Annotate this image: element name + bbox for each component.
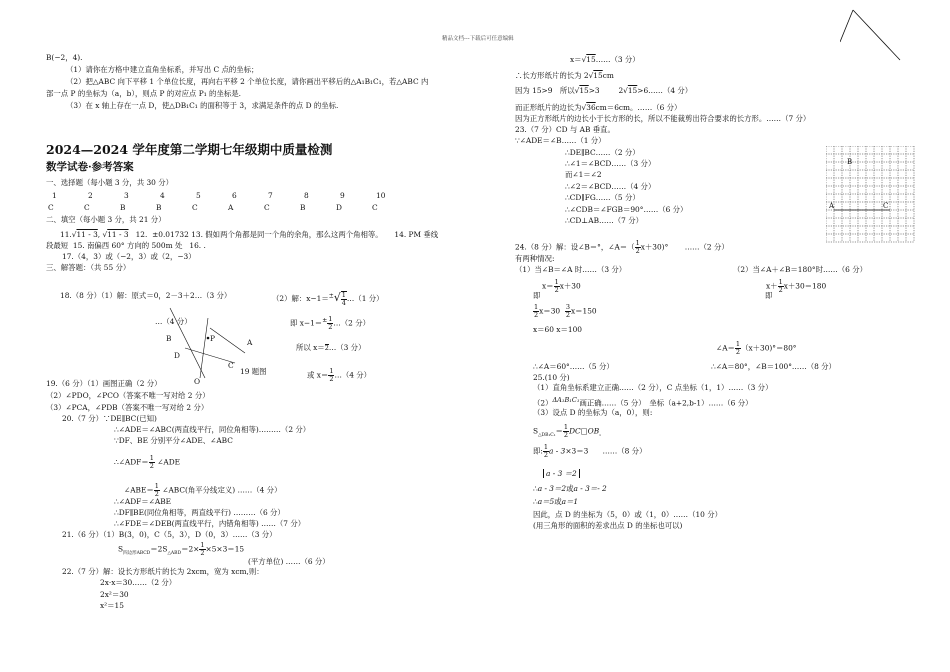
- q18-score-4b: …（4 分）: [334, 370, 372, 380]
- q19-line3: （3）∠PCA，∠PDB（答案不唯一写对给 2 分）: [46, 403, 209, 412]
- q20-line8: ∴∠FDE＝∠DEB(两直线平行，内错角相等) ……（7 分）: [114, 519, 306, 528]
- sqrt-icon: √: [623, 86, 628, 95]
- q25-line10: (用三角形的面积的差求出点 D 的坐标也可以): [533, 521, 683, 530]
- fill-11-expr1: 11 - 3: [76, 230, 98, 239]
- q24-eq2a: x＋: [766, 281, 778, 291]
- prev-q-line5: （3）在 x 轴上存在一点 D，使△DB₁C₁ 的面积等于 3，求满足条件的点 D 的坐标.: [66, 101, 339, 110]
- q25-dc: DC: [569, 426, 581, 436]
- q25-a1: a＝1: [561, 497, 579, 506]
- fig-label-o: O: [194, 377, 201, 386]
- q25-p2-text: 画正确……（5 分） 坐标（a+2,b-1）……（6 分）: [579, 398, 753, 408]
- q20-line7: ∴DF∥BE(同位角相等，两直线平行) ………（6 分）: [114, 508, 285, 517]
- q25-case-a: a - 3＝2: [537, 484, 567, 493]
- sqrt-icon: √: [588, 71, 594, 80]
- q22-square: 而正形纸片的边长为: [515, 103, 582, 112]
- q23-line6: ∴∠2＝∠BCD……（4 分）: [565, 182, 656, 191]
- q18-eq-lhs: （2）解：x−1＝: [272, 294, 329, 303]
- q24-eq5-frac-den: 2: [735, 347, 741, 356]
- q18-half-den: 2: [328, 322, 333, 331]
- mc-answer: A: [228, 203, 234, 212]
- q25-ob: □OB: [580, 426, 600, 436]
- q21-eq: ＝2S: [150, 544, 168, 554]
- q25-case-b: a - 3＝- 2: [573, 484, 607, 493]
- fig-label-b: B: [166, 334, 172, 343]
- q25-frac2-num: 1: [543, 443, 549, 451]
- sqrt-icon: √: [102, 230, 108, 239]
- q24-eq1-frac-den: 2: [554, 285, 559, 294]
- q21-line1: 21.（6 分）（1）B(3，0)，C（5，3），D（0，3）……（3 分）: [62, 530, 277, 539]
- mc-answer: C: [264, 203, 270, 212]
- q21-frac-den: 2: [200, 548, 205, 557]
- q24-expr: x＋30)°: [640, 242, 669, 252]
- q20-ade: ∠ADE: [157, 457, 181, 467]
- q24-paren: （: [627, 242, 635, 252]
- q23-line9: ∴CD⊥AB……（7 分）: [565, 216, 644, 225]
- q24-eq5-frac-num: 1: [735, 340, 741, 348]
- mc-answer: C: [84, 203, 90, 212]
- q25-s-sub: △DB₁C₁: [538, 432, 556, 438]
- q24-result2: ∴∠A＝80°，∠B＝100°……（8 分）: [711, 362, 836, 371]
- q22-r4: [515, 103, 681, 112]
- q23-line7: ∴CD∥FG……（5 分）: [565, 193, 640, 202]
- exam-title: 2024—2024 学年度第二学期七年级期中质量检测: [46, 142, 333, 157]
- q25-a5: a＝5: [537, 497, 555, 506]
- q22-sqrt15d: 15: [627, 86, 638, 95]
- mc-answer: C: [192, 203, 198, 212]
- q24-setup: 24.（8 分）解：设∠B＝°，∠A＝: [515, 242, 628, 252]
- q22-line4: x²＝15: [100, 601, 124, 610]
- coordinate-grid: [826, 146, 916, 246]
- q22-sqrt15: 15: [586, 55, 596, 64]
- sqrt-icon: √: [71, 230, 77, 239]
- exam-subtitle: 数学试卷·参考答案: [46, 161, 134, 173]
- q20-frac-a-den: 2: [149, 461, 154, 470]
- q19-line2: （2）∠PDO，∠PCO（答案不唯一写对给 2 分）: [46, 391, 210, 400]
- prev-q-line2: （1）请你在方格中建立直角坐标系，并写出 C 点的坐标；: [66, 65, 259, 74]
- q22-six: cm＝6cm。……（6 分）: [595, 103, 682, 112]
- q21-frac-num: 1: [200, 541, 205, 549]
- q25-score8: ……（8 分）: [602, 446, 647, 456]
- fill-14-cont: 段最短: [46, 241, 69, 250]
- q20-frac-b-den: 2: [154, 489, 159, 498]
- q24-eq3-frac2-num: 3: [565, 303, 570, 311]
- q24-eq3-frac-den: 2: [534, 310, 539, 319]
- q23-line2: ∵∠ADE＝∠B……（1 分）: [515, 136, 606, 145]
- q24-eq2: [766, 279, 826, 294]
- q24-eq2-frac-num: 1: [778, 278, 783, 286]
- q24-case2: （2）当∠A＋∠B＝180°时……（6 分）: [733, 265, 868, 274]
- q25-line4: [533, 424, 601, 439]
- q21-result: ×5×3＝15: [205, 544, 245, 554]
- q18-frac4-den: 2: [329, 374, 334, 383]
- q24-line1: [515, 240, 729, 255]
- q22-length: ∴长方形纸片的长为 2: [515, 71, 589, 80]
- page-header: 精品文档---下载后可任意编辑: [442, 36, 514, 42]
- q25-or: 或: [566, 484, 574, 493]
- grid-label-a: A: [829, 202, 835, 210]
- q18-part1: 18.（8 分）（1）解：原式＝0，2－3＋2…（3 分）: [60, 291, 232, 300]
- mc-number: 1: [52, 191, 57, 200]
- fill-11-expr2: 11 - 3: [107, 230, 129, 239]
- fill-line-2: [46, 241, 206, 250]
- mc-number: 9: [340, 191, 345, 200]
- fill-14-answer: 14. PM 垂线: [394, 230, 439, 239]
- q22-unit: cm: [602, 71, 614, 80]
- q22-r1: [570, 55, 640, 64]
- q25-therefore2: ∴: [533, 497, 538, 506]
- q20-line1: 20.（7 分）∵DE∥BC(已知): [62, 414, 157, 423]
- fill-15-answer: 15. 南偏西 60° 方向的 500m 处: [72, 241, 183, 250]
- sqrt-icon: √: [333, 291, 341, 304]
- q24-case1: （1）当∠B＝∠A 时……（3 分）: [515, 265, 627, 274]
- q18-sign-pm: ±: [322, 316, 328, 324]
- q23-line3: ∴DE∥BC……（2 分）: [565, 148, 640, 157]
- q24-eq1-frac-num: 1: [554, 278, 559, 286]
- q24-eq2b: x＋30＝180: [783, 281, 827, 291]
- q20-adf: ∴∠ADF＝: [114, 457, 149, 467]
- q22-two: 2: [618, 86, 624, 95]
- q25-line5: [533, 444, 646, 459]
- q25-line9: 因此，点 D 的坐标为（5，0）或（1，0）……（10 分）: [533, 510, 723, 519]
- q18-eq3: 所以 x＝: [296, 343, 325, 352]
- fill-12-label: 12.: [135, 230, 148, 239]
- q25-p2: （2）: [533, 398, 553, 408]
- grid-label-b: B: [847, 158, 853, 166]
- mc-answer: C: [372, 203, 378, 212]
- mc-number: 4: [160, 191, 165, 200]
- q25-frac-den: 2: [563, 430, 569, 439]
- q18-sqrt-num: 1: [341, 291, 346, 300]
- q20-frac-a-num: 1: [149, 454, 154, 462]
- q20-frac-b-num: 1: [154, 482, 159, 490]
- corner-decoration: [840, 0, 950, 70]
- q24-eq4: x＝60 x＝100: [533, 325, 582, 334]
- q21-s: S: [118, 544, 124, 554]
- q19-line1: 19.（6 分）（1）画图正确（2 分）: [46, 379, 162, 388]
- q24-eq2-frac-den: 2: [778, 285, 783, 294]
- q22-x-eq: x＝: [570, 55, 582, 64]
- q22-gt6: >6……（4 分）: [637, 86, 693, 95]
- section-fill: 二、填空（每小题 3 分，共 21 分）: [46, 215, 166, 224]
- mc-answer: B: [300, 203, 306, 212]
- q24-eq3a: x＝30: [539, 306, 561, 316]
- sqrt-icon: √: [581, 103, 587, 112]
- fig-label-a: A: [247, 338, 253, 347]
- q18-score-4a: …（4 分）: [155, 317, 192, 326]
- mc-number: 7: [268, 191, 273, 200]
- q18-eq4: 或 x＝: [307, 370, 329, 380]
- q22-r3: [515, 86, 692, 95]
- grid-label-c: C: [883, 202, 889, 210]
- mc-number: 6: [232, 191, 237, 200]
- q22-line3: 2x²＝30: [100, 590, 129, 599]
- q23-line1: 23.（7 分）CD 与 AB 垂直。: [515, 125, 615, 134]
- q18-sqrt-den: 4: [341, 299, 346, 307]
- q22-gt3: >3: [588, 86, 600, 95]
- prev-q-line4: 部一点 P 的坐标为（a，b），则点 P 的对应点 P₁ 的坐标是.: [46, 89, 241, 98]
- q21-line3: (平方单位) ……（6 分）: [248, 557, 330, 566]
- mc-answer: B: [156, 203, 162, 212]
- q20-line4: [114, 455, 180, 470]
- mc-number: 2: [88, 191, 93, 200]
- fig-label-p: P: [210, 334, 215, 343]
- q20-line2: ∴∠ADE＝∠ABC(两直线平行，同位角相等)………（2 分）: [114, 425, 311, 434]
- q24-eq5a: ∠A＝: [716, 343, 735, 353]
- q18-line-2: [290, 316, 370, 331]
- q18-part2-line1: [272, 291, 384, 307]
- q24-eq5: [716, 341, 797, 356]
- q24-eq1b: x＋30: [559, 281, 581, 291]
- q22-compare: 因为 15>9 所以: [515, 86, 575, 95]
- q18-line-3: [296, 343, 365, 352]
- q25-eq: ＝: [555, 426, 563, 436]
- q20-line6: ∴∠ADF＝∠ABE: [114, 497, 172, 506]
- fill-12-answer: ±0.01732: [152, 230, 189, 239]
- q25-s: S: [533, 426, 539, 436]
- q22-sqrt15c: 15: [579, 86, 589, 95]
- q24-eq1: [542, 279, 581, 294]
- q22-r2: [515, 71, 614, 80]
- fill-11-label: 11.: [60, 230, 72, 239]
- mc-number-row: [52, 191, 412, 200]
- q18-score-3: …（3 分）: [328, 343, 366, 352]
- q22-line1: 22.（7 分）解：设长方形纸片的长为 2xcm，宽为 xcm,则：: [62, 567, 264, 576]
- q25-frac-num: 1: [563, 423, 569, 431]
- q18-score-1: …（1 分）: [346, 294, 384, 303]
- q22-line2: 2x·x＝30……（2 分）: [100, 578, 177, 587]
- mc-number: 10: [376, 191, 386, 200]
- q25-line6: a - 3 ＝2: [543, 469, 580, 478]
- q24-cases: 有两种情况:: [515, 254, 555, 263]
- prev-q-line3: （2）把△ABC 向下平移 1 个单位长度，再向右平移 2 个单位长度，请你画出平移后的△A₁B₁C₁，若△ABC 内: [66, 77, 429, 86]
- q21-sub2: △ABD: [167, 550, 182, 556]
- fill-17-answer: 17.（4，3）或（−2，3）或（2，−3）: [62, 252, 196, 261]
- q24-eq3: [533, 304, 597, 319]
- q22-sqrt36: 36: [586, 103, 596, 112]
- q24-frac-den: 2: [635, 246, 640, 255]
- fill-line-1: 11.√11 - 3, √11 - 3 12. ±0.01732 13. 假如两个角都是同一个角的余角，那么这两个角相等。 14. PM 垂线: [60, 230, 439, 239]
- q25-line1: （1）直角坐标系建立正确……（2 分），C 点坐标（1，1）……（3 分）: [533, 383, 773, 392]
- q24-eq3-frac-num: 1: [534, 303, 539, 311]
- q20-abc: ∠ABC(角平分线定义) ……（4 分）: [162, 485, 282, 495]
- prev-q-line1: B(−2，4).: [46, 53, 83, 62]
- q25-heading: 25.(10 分): [533, 373, 570, 382]
- q25-therefore: ∴: [533, 484, 538, 493]
- q25-triangle: ΔA₁B₁C₁: [552, 396, 580, 404]
- q25-ob-sub: ₁: [599, 432, 601, 438]
- fill-16-answer: 16. .: [189, 241, 206, 250]
- q20-abe: ∠ABE＝: [124, 485, 154, 495]
- section-solve: 三、解答题：（共 55 分）: [46, 263, 131, 272]
- q24-ji2: 即: [765, 291, 773, 300]
- mc-number: 5: [196, 191, 201, 200]
- q24-eq1a: x＝: [542, 281, 554, 291]
- mc-answer: B: [120, 203, 126, 212]
- q21-sub1: 四边形ABCD: [123, 550, 151, 556]
- q25-times3: ×3＝3: [565, 446, 589, 456]
- q25-ji: 即:: [533, 446, 543, 456]
- q20-line5: [124, 483, 281, 498]
- q20-frac-a: [149, 455, 155, 470]
- q24-result1: ∴∠A＝60°……（5 分）: [533, 362, 614, 371]
- q22-score3: ……（3 分）: [595, 55, 640, 64]
- mc-number: 8: [304, 191, 309, 200]
- mc-number: 3: [124, 191, 129, 200]
- mc-answer: D: [336, 203, 342, 212]
- q18-half-num: 1: [328, 315, 333, 323]
- q20-frac-b: [154, 483, 160, 498]
- q18-score-2: …（2 分）: [333, 318, 370, 328]
- q18-frac3-den: 2: [324, 344, 329, 353]
- q23-line5: 而∠1＝∠2: [565, 170, 602, 179]
- q24-score2: ……（2 分）: [684, 242, 729, 252]
- q24-eq5b: （x＋30)°＝80°: [741, 343, 797, 353]
- q25-or2: 或: [554, 497, 562, 506]
- q21-line2: [118, 542, 244, 557]
- q22-r5: 因为正方形纸片的边长小于长方形的长，所以不能裁剪出符合要求的长方形。……（7 分）: [515, 114, 811, 123]
- q24-frac-num: 1: [635, 239, 640, 247]
- q25-frac2-den: 2: [543, 450, 549, 459]
- q25-line2: [533, 396, 752, 408]
- q18-line-4: [307, 368, 371, 383]
- fig-label-c: C: [228, 361, 234, 370]
- sqrt-icon: √: [574, 86, 580, 95]
- q22-sqrt15b: 15: [593, 71, 603, 80]
- figure-caption: 19 题图: [240, 367, 267, 376]
- q24-eq3b: x＝150: [570, 306, 597, 316]
- q18-sign-pm: ±: [328, 292, 334, 300]
- sqrt-icon: √: [581, 55, 587, 64]
- q25-line7: [533, 484, 607, 493]
- q24-eq3-frac2-den: 2: [565, 310, 570, 319]
- fill-13-answer: 13. 假如两个角都是同一个角的余角，那么这两个角相等。: [191, 230, 383, 239]
- q25-line8: [533, 497, 578, 506]
- q21-times: ＝2×: [181, 544, 200, 554]
- q23-line8: ∴∠CDB＝∠FGB＝90°……（6 分）: [565, 205, 688, 214]
- q25-line3: （3）设点 D 的坐标为（a，0），则:: [533, 408, 653, 417]
- q25-abs: a - 3: [549, 446, 566, 456]
- q24-ji: 即: [533, 291, 541, 300]
- q20-line3: ∵DF、BE 分别平分∠ADE、∠ABC: [114, 436, 233, 445]
- fig-label-d: D: [174, 351, 180, 360]
- mc-answer-row: [48, 203, 408, 212]
- section-choice: 一、选择题（每小题 3 分，共 30 分）: [46, 178, 173, 187]
- q18-eq2: 即 x−1＝: [290, 318, 323, 328]
- mc-answer: C: [48, 203, 54, 212]
- q23-line4: ∴∠1＝∠BCD……（3 分）: [565, 159, 656, 168]
- q18-frac4-num: 1: [329, 367, 334, 375]
